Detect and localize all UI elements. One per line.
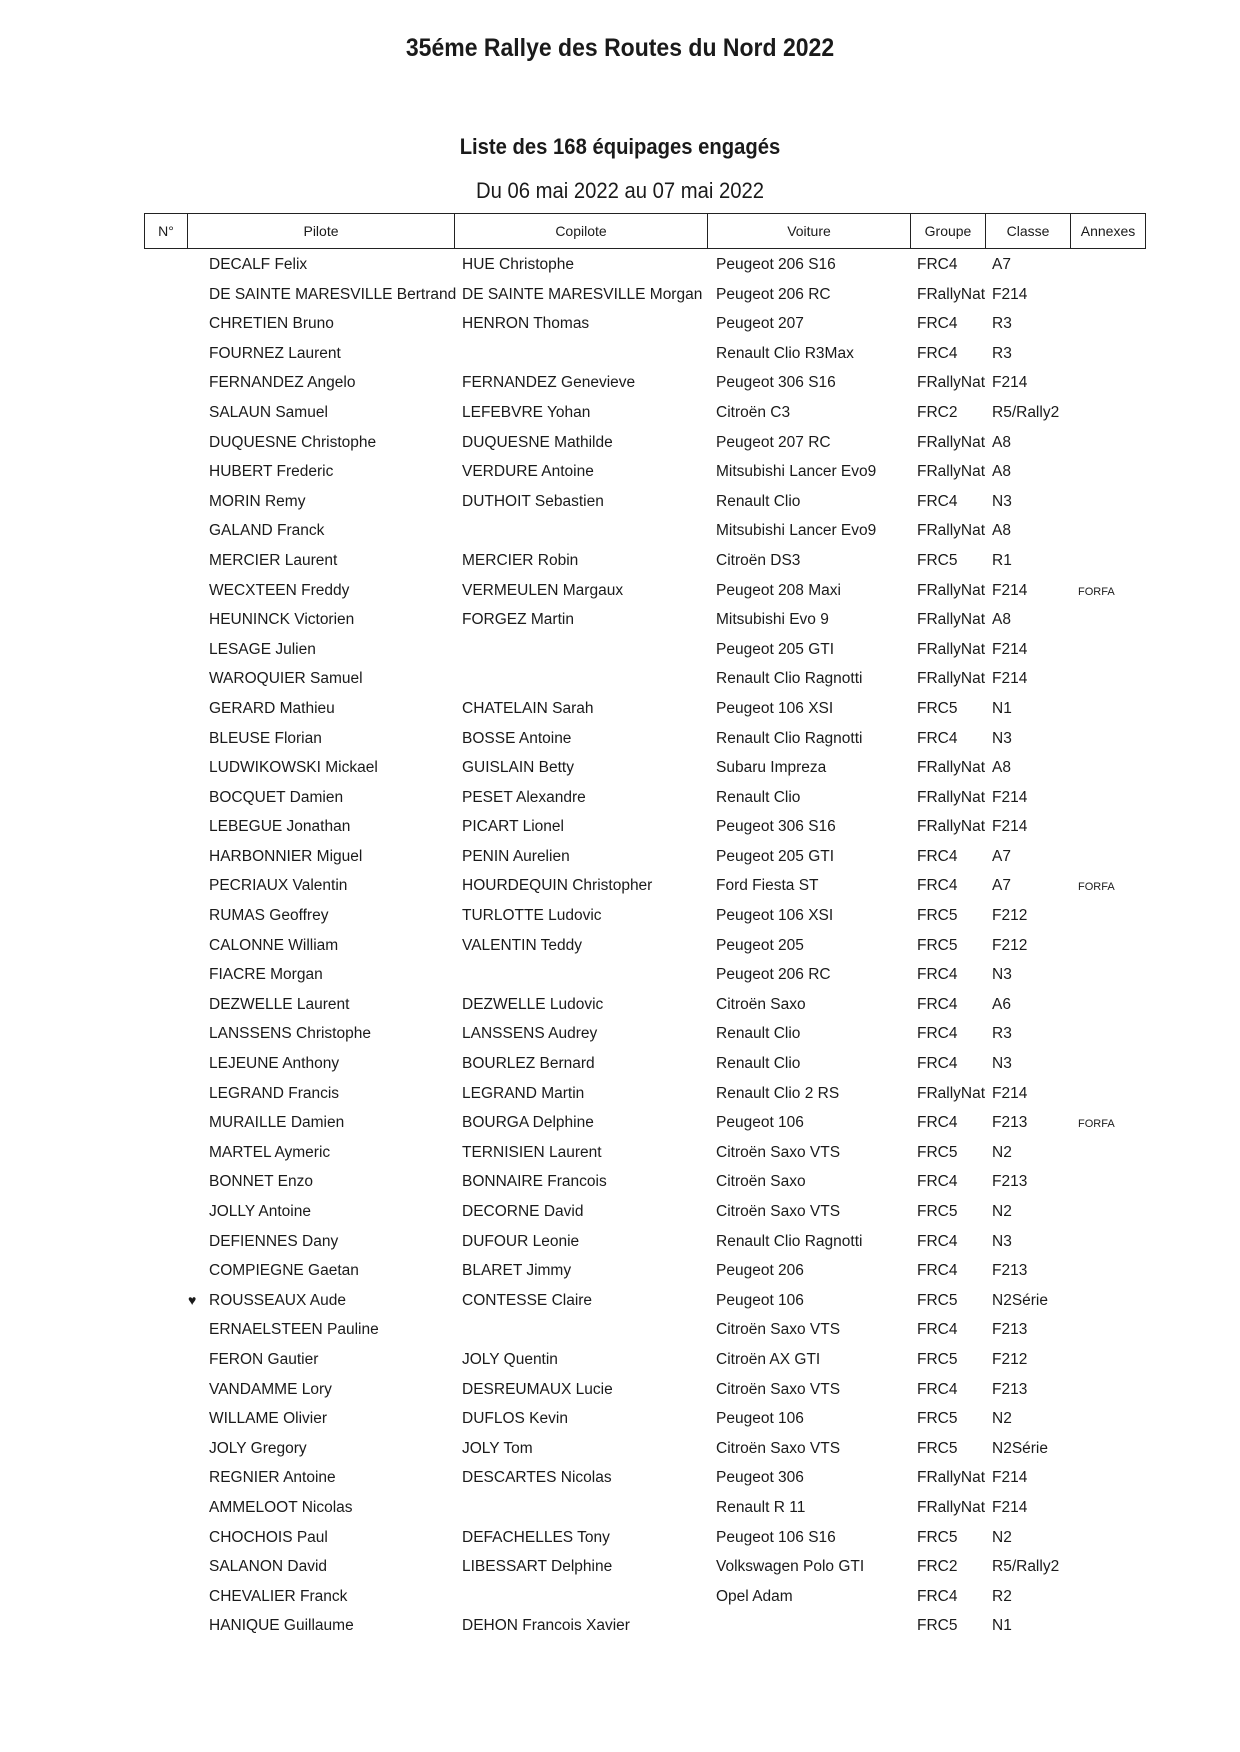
document-subtitle: Liste des 168 équipages engagés: [459, 134, 781, 159]
pilote-cell: COMPIEGNE Gaetan: [209, 1262, 359, 1280]
table-row: [144, 518, 1150, 548]
groupe-cell: FRallyNat: [917, 759, 986, 777]
voiture-cell: Citroën Saxo VTS: [716, 1439, 841, 1457]
classe-cell: N3: [992, 1232, 1012, 1250]
copilote-cell: DUQUESNE Mathilde: [462, 433, 613, 451]
groupe-cell: FRC4: [917, 1173, 958, 1191]
table-row: [144, 962, 1150, 992]
classe-cell: N2: [992, 1143, 1012, 1161]
groupe-cell: FRallyNat: [917, 1498, 986, 1516]
classe-cell: A8: [992, 522, 1011, 540]
table-row: [144, 548, 1150, 578]
table-row: [144, 1229, 1150, 1259]
groupe-cell: FRC4: [917, 729, 958, 747]
pilote-cell: BOCQUET Damien: [209, 788, 344, 806]
table-row: [144, 1347, 1150, 1377]
table-row: [144, 252, 1150, 282]
table-row: [144, 726, 1150, 756]
copilote-cell: FERNANDEZ Genevieve: [462, 374, 636, 392]
pilote-cell: BONNET Enzo: [209, 1173, 313, 1191]
column-header-pilote: Pilote: [188, 214, 455, 249]
classe-cell: N3: [992, 1055, 1012, 1073]
pilote-cell: LUDWIKOWSKI Mickael: [209, 759, 378, 777]
table-row: [144, 282, 1150, 312]
copilote-cell: JOLY Tom: [462, 1439, 533, 1457]
voiture-cell: Peugeot 306: [716, 1469, 804, 1487]
table-row: [144, 1465, 1150, 1495]
classe-cell: F213: [992, 1321, 1028, 1339]
groupe-cell: FRC5: [917, 1203, 958, 1220]
classe-cell: F213: [992, 1262, 1028, 1280]
table-row: [144, 578, 1150, 608]
voiture-cell: Citroën Saxo VTS: [716, 1321, 841, 1339]
table-row: [144, 489, 1150, 519]
groupe-cell: FRallyNat: [917, 463, 986, 481]
copilote-cell: VERDURE Antoine: [462, 463, 594, 481]
classe-cell: N2Série: [992, 1439, 1048, 1457]
pilote-cell: MERCIER Laurent: [209, 551, 338, 569]
voiture-cell: Citroën DS3: [716, 551, 801, 569]
groupe-cell: FRallyNat: [917, 285, 986, 303]
column-header-number: N°: [145, 214, 188, 249]
classe-cell: F214: [992, 818, 1028, 836]
voiture-cell: Citroën Saxo VTS: [716, 1143, 841, 1161]
groupe-cell: FRallyNat: [917, 1469, 986, 1487]
classe-cell: F214: [992, 788, 1028, 806]
pilote-cell: CHOCHOIS Paul: [209, 1528, 328, 1546]
copilote-cell: DEHON Francois Xavier: [462, 1617, 630, 1635]
pilote-cell: WILLAME Olivier: [209, 1410, 327, 1428]
voiture-cell: Citroën Saxo VTS: [716, 1380, 841, 1398]
voiture-cell: Renault Clio: [716, 1025, 801, 1043]
copilote-cell: DEZWELLE Ludovic: [462, 995, 604, 1013]
groupe-cell: FRC5: [917, 1410, 958, 1428]
table-row: [144, 1436, 1150, 1466]
classe-cell: F212: [992, 936, 1028, 954]
groupe-cell: FRallyNat: [917, 522, 986, 540]
pilote-cell: FIACRE Morgan: [209, 966, 323, 984]
document-dates: Du 06 mai 2022 au 07 mai 2022: [475, 178, 765, 203]
table-row: [144, 1377, 1150, 1407]
voiture-cell: Citroën Saxo: [716, 1173, 806, 1191]
column-header-voiture: Voiture: [708, 214, 911, 249]
groupe-cell: FRC5: [917, 936, 958, 954]
table-row: [144, 1317, 1150, 1347]
voiture-cell: Peugeot 306 S16: [716, 374, 836, 392]
pilote-cell: MARTEL Aymeric: [209, 1143, 331, 1161]
groupe-cell: FRC5: [917, 699, 958, 717]
table-row: [144, 607, 1150, 637]
groupe-cell: FRC4: [917, 1055, 958, 1073]
classe-cell: F212: [992, 1350, 1028, 1368]
table-row: [144, 1495, 1150, 1525]
voiture-cell: Peugeot 206 RC: [716, 285, 831, 303]
copilote-cell: LEFEBVRE Yohan: [462, 403, 591, 421]
column-header-annexes: Annexes: [1071, 214, 1146, 249]
copilote-cell: DEFACHELLES Tony: [462, 1528, 610, 1546]
table-row: [144, 459, 1150, 489]
pilote-cell: DE SAINTE MARESVILLE Bertrand: [209, 285, 457, 303]
copilote-cell: DUTHOIT Sebastien: [462, 492, 604, 510]
copilote-cell: DUFOUR Leonie: [462, 1232, 580, 1250]
copilote-cell: TURLOTTE Ludovic: [462, 907, 602, 925]
voiture-cell: Renault Clio Ragnotti: [716, 670, 863, 688]
annexe-cell: FORFA: [1078, 585, 1115, 598]
groupe-cell: FRC5: [917, 907, 958, 925]
classe-cell: A6: [992, 995, 1011, 1013]
classe-cell: R5/Rally2: [992, 403, 1060, 421]
pilote-cell: GERARD Mathieu: [209, 699, 335, 717]
groupe-cell: FRallyNat: [917, 788, 986, 806]
copilote-cell: PICART Lionel: [462, 818, 564, 836]
pilote-cell: ERNAELSTEEN Pauline: [209, 1321, 379, 1339]
groupe-cell: FRC5: [917, 551, 958, 569]
table-row: [144, 903, 1150, 933]
groupe-cell: FRC4: [917, 1114, 958, 1132]
voiture-cell: Renault R 11: [716, 1498, 806, 1516]
copilote-cell: VERMEULEN Margaux: [462, 581, 624, 599]
table-row: [144, 755, 1150, 785]
pilote-cell: WECXTEEN Freddy: [209, 581, 350, 599]
pilote-cell: ROUSSEAUX Aude: [209, 1291, 346, 1309]
copilote-cell: LEGRAND Martin: [462, 1084, 585, 1102]
classe-cell: A8: [992, 433, 1011, 451]
pilote-cell: MURAILLE Damien: [209, 1114, 345, 1132]
groupe-cell: FRallyNat: [917, 374, 986, 392]
copilote-cell: LIBESSART Delphine: [462, 1558, 613, 1576]
column-header-classe: Classe: [986, 214, 1071, 249]
groupe-cell: FRC4: [917, 256, 958, 273]
groupe-cell: FRC4: [917, 847, 958, 865]
classe-cell: F214: [992, 581, 1028, 599]
classe-cell: A8: [992, 463, 1011, 481]
pilote-cell: FERON Gautier: [209, 1350, 319, 1368]
classe-cell: F214: [992, 670, 1028, 688]
copilote-cell: DE SAINTE MARESVILLE Morgan: [462, 285, 703, 303]
column-header-groupe: Groupe: [911, 214, 986, 249]
classe-cell: F214: [992, 1498, 1028, 1516]
groupe-cell: FRallyNat: [917, 670, 986, 688]
pilote-cell: SALAUN Samuel: [209, 403, 328, 421]
voiture-cell: Volkswagen Polo GTI: [716, 1558, 865, 1576]
pilote-cell: WAROQUIER Samuel: [209, 670, 363, 688]
groupe-cell: FRC4: [917, 344, 958, 362]
table-row: [144, 1169, 1150, 1199]
classe-cell: R1: [992, 551, 1012, 569]
voiture-cell: Mitsubishi Lancer Evo9: [716, 463, 877, 481]
table-row: [144, 1554, 1150, 1584]
heart-icon: ♥: [188, 1291, 197, 1308]
classe-cell: F214: [992, 1084, 1028, 1102]
classe-cell: N1: [992, 1617, 1012, 1635]
table-row: [144, 1021, 1150, 1051]
table-row: [144, 785, 1150, 815]
classe-cell: F214: [992, 640, 1028, 658]
table-row: [144, 814, 1150, 844]
pilote-cell: REGNIER Antoine: [209, 1469, 336, 1487]
table-row: [144, 844, 1150, 874]
groupe-cell: FRC4: [917, 1262, 958, 1280]
classe-cell: A7: [992, 877, 1011, 895]
pilote-cell: LANSSENS Christophe: [209, 1025, 371, 1043]
copilote-cell: MERCIER Robin: [462, 551, 579, 569]
voiture-cell: Peugeot 106 XSI: [716, 907, 834, 925]
voiture-cell: Subaru Impreza: [716, 759, 827, 777]
table-row: [144, 696, 1150, 726]
classe-cell: R3: [992, 344, 1012, 362]
classe-cell: F212: [992, 907, 1028, 925]
entries-list: [144, 252, 1150, 1643]
pilote-cell: CHRETIEN Bruno: [209, 315, 334, 333]
voiture-cell: Peugeot 205: [716, 936, 804, 954]
voiture-cell: Peugeot 208 Maxi: [716, 581, 841, 599]
copilote-cell: DUFLOS Kevin: [462, 1410, 568, 1428]
groupe-cell: FRC4: [917, 995, 958, 1013]
voiture-cell: Peugeot 106: [716, 1114, 804, 1132]
table-row: [144, 933, 1150, 963]
groupe-cell: FRC4: [917, 1380, 958, 1398]
voiture-cell: Peugeot 106: [716, 1291, 804, 1309]
pilote-cell: GALAND Franck: [209, 522, 325, 540]
voiture-cell: Citroën AX GTI: [716, 1350, 821, 1368]
table-row: [144, 1288, 1150, 1318]
copilote-cell: HOURDEQUIN Christopher: [462, 877, 653, 895]
groupe-cell: FRallyNat: [917, 433, 986, 451]
groupe-cell: FRC5: [917, 1350, 958, 1368]
pilote-cell: HUBERT Frederic: [209, 463, 334, 481]
groupe-cell: FRC4: [917, 966, 958, 984]
pilote-cell: LEGRAND Francis: [209, 1084, 340, 1102]
pilote-cell: DECALF Felix: [209, 256, 308, 273]
table-row: [144, 341, 1150, 371]
copilote-cell: BLARET Jimmy: [462, 1262, 572, 1280]
copilote-cell: PENIN Aurelien: [462, 847, 570, 865]
copilote-cell: LANSSENS Audrey: [462, 1025, 598, 1043]
groupe-cell: FRC4: [917, 315, 958, 333]
table-row: [144, 1584, 1150, 1614]
voiture-cell: Peugeot 207: [716, 315, 804, 333]
groupe-cell: FRC4: [917, 492, 958, 510]
voiture-cell: Renault Clio 2 RS: [716, 1084, 840, 1102]
voiture-cell: Renault Clio: [716, 492, 801, 510]
classe-cell: N3: [992, 966, 1012, 984]
groupe-cell: FRC5: [917, 1617, 958, 1635]
groupe-cell: FRallyNat: [917, 818, 986, 836]
groupe-cell: FRC5: [917, 1291, 958, 1309]
table-row: [144, 873, 1150, 903]
pilote-cell: DUQUESNE Christophe: [209, 433, 377, 451]
groupe-cell: FRC5: [917, 1528, 958, 1546]
classe-cell: R3: [992, 1025, 1012, 1043]
voiture-cell: Peugeot 205 GTI: [716, 640, 835, 658]
classe-cell: A8: [992, 759, 1011, 777]
classe-cell: N3: [992, 492, 1012, 510]
table-row: [144, 1051, 1150, 1081]
classe-cell: A7: [992, 847, 1011, 865]
voiture-cell: Citroën Saxo VTS: [716, 1203, 841, 1220]
classe-cell: R3: [992, 315, 1012, 333]
voiture-cell: Peugeot 206 RC: [716, 966, 831, 984]
column-header-copilote: Copilote: [455, 214, 708, 249]
classe-cell: R5/Rally2: [992, 1558, 1060, 1576]
groupe-cell: FRC4: [917, 1587, 958, 1605]
copilote-cell: BOURGA Delphine: [462, 1114, 594, 1132]
document-title: 35éme Rallye des Routes du Nord 2022: [405, 34, 835, 62]
table-row: [144, 1525, 1150, 1555]
voiture-cell: Peugeot 306 S16: [716, 818, 836, 836]
pilote-cell: SALANON David: [209, 1558, 328, 1576]
copilote-cell: DESCARTES Nicolas: [462, 1469, 612, 1487]
groupe-cell: FRC2: [917, 1558, 958, 1576]
groupe-cell: FRC4: [917, 1025, 958, 1043]
classe-cell: A8: [992, 611, 1011, 629]
table-header: [144, 213, 1146, 249]
voiture-cell: Peugeot 106 XSI: [716, 699, 834, 717]
copilote-cell: FORGEZ Martin: [462, 611, 574, 629]
classe-cell: A7: [992, 256, 1011, 273]
voiture-cell: Renault Clio: [716, 1055, 801, 1073]
classe-cell: N2: [992, 1528, 1012, 1546]
copilote-cell: TERNISIEN Laurent: [462, 1143, 602, 1161]
copilote-cell: HENRON Thomas: [462, 315, 590, 333]
copilote-cell: BOURLEZ Bernard: [462, 1055, 595, 1073]
voiture-cell: Ford Fiesta ST: [716, 877, 819, 895]
annexe-cell: FORFA: [1078, 1118, 1115, 1131]
pilote-cell: AMMELOOT Nicolas: [209, 1498, 353, 1516]
voiture-cell: Peugeot 205 GTI: [716, 847, 835, 865]
pilote-cell: LESAGE Julien: [209, 640, 316, 658]
pilote-cell: LEJEUNE Anthony: [209, 1055, 340, 1073]
classe-cell: R2: [992, 1587, 1012, 1605]
copilote-cell: DESREUMAUX Lucie: [462, 1380, 613, 1398]
table-row: [144, 1081, 1150, 1111]
groupe-cell: FRC5: [917, 1143, 958, 1161]
classe-cell: F213: [992, 1380, 1028, 1398]
copilote-cell: HUE Christophe: [462, 256, 574, 273]
copilote-cell: BOSSE Antoine: [462, 729, 572, 747]
voiture-cell: Opel Adam: [716, 1587, 793, 1605]
annexe-cell: FORFA: [1078, 881, 1115, 894]
classe-cell: N2: [992, 1410, 1012, 1428]
groupe-cell: FRallyNat: [917, 611, 986, 629]
pilote-cell: LEBEGUE Jonathan: [209, 818, 351, 836]
voiture-cell: Renault Clio R3Max: [716, 344, 854, 362]
classe-cell: N2: [992, 1203, 1012, 1220]
table-row: [144, 400, 1150, 430]
voiture-cell: Peugeot 106: [716, 1410, 804, 1428]
classe-cell: F213: [992, 1173, 1028, 1191]
voiture-cell: Peugeot 207 RC: [716, 433, 831, 451]
pilote-cell: DEZWELLE Laurent: [209, 995, 350, 1013]
voiture-cell: Peugeot 206: [716, 1262, 804, 1280]
groupe-cell: FRallyNat: [917, 640, 986, 658]
copilote-cell: PESET Alexandre: [462, 788, 586, 806]
table-row: [144, 637, 1150, 667]
classe-cell: N1: [992, 699, 1012, 717]
table-row: [144, 992, 1150, 1022]
groupe-cell: FRC2: [917, 403, 958, 421]
groupe-cell: FRC5: [917, 1439, 958, 1457]
pilote-cell: MORIN Remy: [209, 492, 306, 510]
pilote-cell: JOLLY Antoine: [209, 1203, 311, 1220]
voiture-cell: Mitsubishi Evo 9: [716, 611, 829, 629]
pilote-cell: HANIQUE Guillaume: [209, 1617, 354, 1635]
voiture-cell: Citroën C3: [716, 403, 791, 421]
pilote-cell: HEUNINCK Victorien: [209, 611, 355, 629]
classe-cell: F214: [992, 374, 1028, 392]
voiture-cell: Peugeot 206 S16: [716, 256, 836, 273]
copilote-cell: BONNAIRE Francois: [462, 1173, 607, 1191]
voiture-cell: Renault Clio: [716, 788, 801, 806]
copilote-cell: DECORNE David: [462, 1203, 584, 1220]
voiture-cell: Citroën Saxo: [716, 995, 806, 1013]
table-row: [144, 1258, 1150, 1288]
groupe-cell: FRC4: [917, 1232, 958, 1250]
voiture-cell: Renault Clio Ragnotti: [716, 1232, 863, 1250]
pilote-cell: FERNANDEZ Angelo: [209, 374, 356, 392]
table-row: [144, 666, 1150, 696]
pilote-cell: RUMAS Geoffrey: [209, 907, 329, 925]
pilote-cell: VANDAMME Lory: [209, 1380, 332, 1398]
classe-cell: F213: [992, 1114, 1028, 1132]
copilote-cell: CONTESSE Claire: [462, 1291, 593, 1309]
voiture-cell: Mitsubishi Lancer Evo9: [716, 522, 877, 540]
pilote-cell: CHEVALIER Franck: [209, 1587, 348, 1605]
table-row: [144, 311, 1150, 341]
pilote-cell: BLEUSE Florian: [209, 729, 322, 747]
copilote-cell: GUISLAIN Betty: [462, 759, 574, 777]
table-row: [144, 430, 1150, 460]
classe-cell: N3: [992, 729, 1012, 747]
table-row: [144, 1406, 1150, 1436]
table-row: [144, 1613, 1150, 1643]
pilote-cell: HARBONNIER Miguel: [209, 847, 363, 865]
copilote-cell: VALENTIN Teddy: [462, 936, 583, 954]
classe-cell: N2Série: [992, 1291, 1048, 1309]
voiture-cell: Renault Clio Ragnotti: [716, 729, 863, 747]
groupe-cell: FRC4: [917, 877, 958, 895]
pilote-cell: CALONNE William: [209, 936, 339, 954]
groupe-cell: FRallyNat: [917, 581, 986, 599]
groupe-cell: FRallyNat: [917, 1084, 986, 1102]
table-row: [144, 1140, 1150, 1170]
voiture-cell: Peugeot 106 S16: [716, 1528, 836, 1546]
classe-cell: F214: [992, 285, 1028, 303]
copilote-cell: JOLY Quentin: [462, 1350, 558, 1368]
table-row: [144, 1110, 1150, 1140]
copilote-cell: CHATELAIN Sarah: [462, 699, 594, 717]
groupe-cell: FRC4: [917, 1321, 958, 1339]
pilote-cell: JOLY Gregory: [209, 1439, 307, 1457]
pilote-cell: FOURNEZ Laurent: [209, 344, 341, 362]
table-row: [144, 1199, 1150, 1229]
classe-cell: F214: [992, 1469, 1028, 1487]
pilote-cell: DEFIENNES Dany: [209, 1232, 339, 1250]
table-row: [144, 370, 1150, 400]
pilote-cell: PECRIAUX Valentin: [209, 877, 348, 895]
